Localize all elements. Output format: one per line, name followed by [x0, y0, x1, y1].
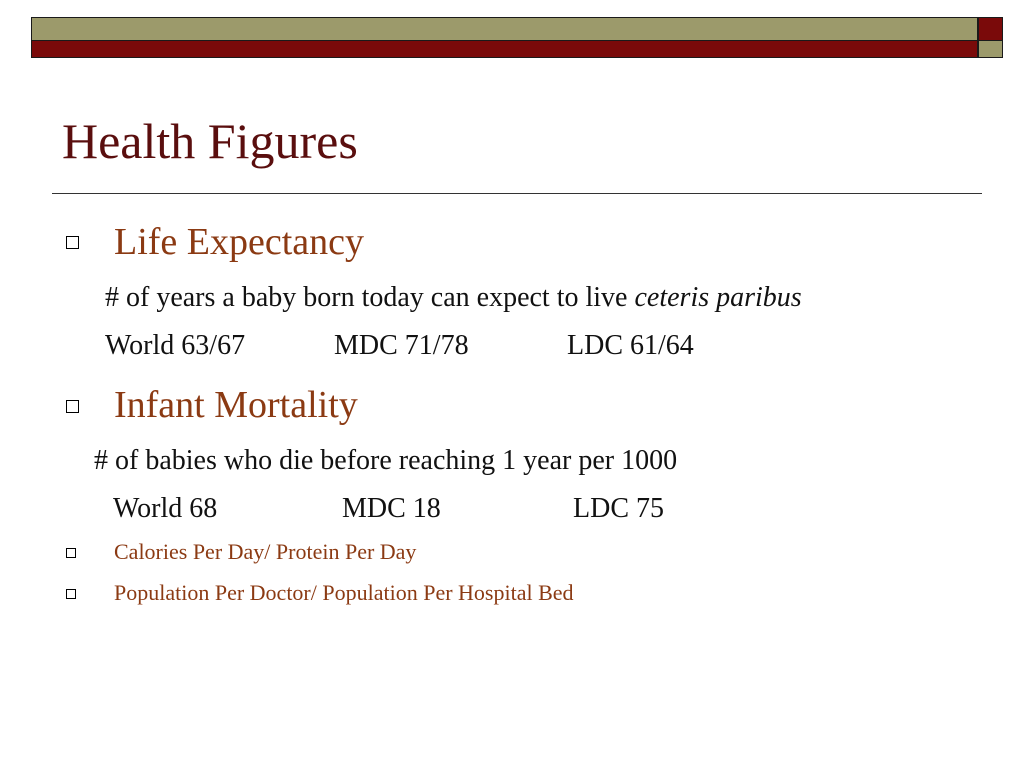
header-corner-olive [978, 41, 1003, 58]
infant-mortality-world: World 68 [113, 493, 218, 524]
life-expectancy-world: World 63/67 [105, 330, 246, 361]
slide-title: Health Figures [62, 113, 358, 169]
infant-mortality-ldc: LDC 75 [573, 493, 664, 524]
item-calories-protein: Calories Per Day/ Protein Per Day [114, 539, 417, 564]
header-band-maroon [31, 41, 978, 58]
heading-infant-mortality: Infant Mortality [114, 384, 358, 426]
life-expectancy-definition [105, 284, 802, 312]
square-bullet-icon [66, 236, 79, 249]
header-band-olive [31, 17, 978, 41]
infant-mortality-mdc: MDC 18 [342, 493, 441, 524]
square-bullet-icon [66, 400, 79, 413]
heading-life-expectancy: Life Expectancy [114, 221, 365, 263]
square-bullet-icon [66, 548, 76, 558]
item-population-doctor-bed: Population Per Doctor/ Population Per Hospital Bed [114, 580, 574, 605]
infant-mortality-definition: # of babies who die before reaching 1 year per 1000 [94, 445, 678, 476]
life-expectancy-mdc: MDC 71/78 [334, 330, 469, 361]
header-corner-maroon [978, 17, 1003, 41]
square-bullet-icon [66, 589, 76, 599]
life-expectancy-ldc: LDC 61/64 [567, 330, 694, 361]
title-divider [52, 193, 982, 194]
definition-text: # of years a baby born today can expect to live [105, 282, 635, 313]
definition-italic-term: ceteris paribus [634, 282, 802, 313]
